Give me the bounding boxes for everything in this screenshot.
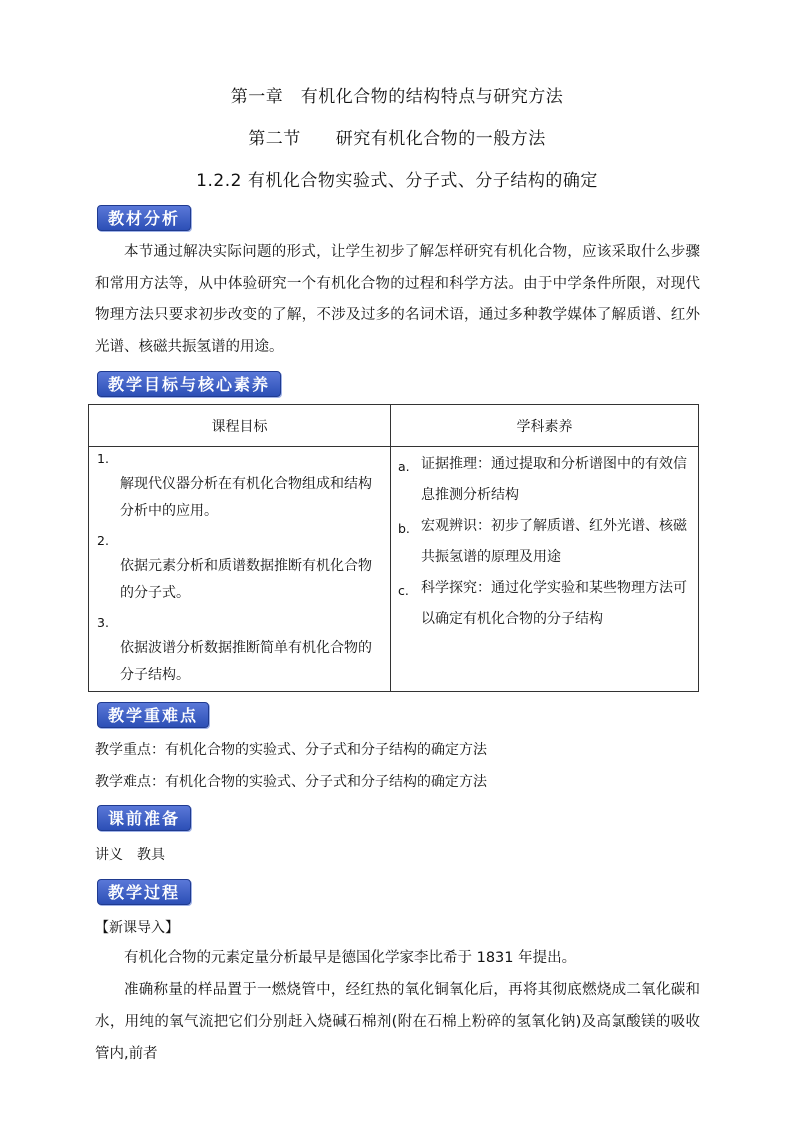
literacy-item: 宏观辨识：初步了解质谱、红外光谱、核磁共振氢谱的原理及用途 xyxy=(421,518,687,565)
course-goals-cell xyxy=(89,447,391,692)
teaching-difficulty: 教学难点：有机化合物的实验式、分子式和分子结构的确定方法 xyxy=(95,774,487,790)
teaching-focus: 教学重点：有机化合物的实验式、分子式和分子结构的确定方法 xyxy=(95,742,487,758)
lesson-title: 1.2.2 有机化合物实验式、分子式、分子结构的确定 xyxy=(196,171,598,191)
goal-number: 2. xyxy=(97,533,109,548)
goal-number: 1. xyxy=(97,451,109,466)
literacy-cell xyxy=(391,447,699,692)
literacy-mark: b. xyxy=(398,521,410,536)
badge-goals: 教学目标与核心素养 xyxy=(97,371,281,397)
badge-preparation: 课前准备 xyxy=(97,805,191,831)
new-lesson-intro-label: 【新课导入】 xyxy=(95,920,179,936)
goal-item: 依据波谱分析数据推断简单有机化合物的分子结构。 xyxy=(120,640,372,683)
section-title: 第二节 研究有机化合物的一般方法 xyxy=(248,129,546,149)
goals-table-header-course: 课程目标 xyxy=(89,405,391,447)
analysis-paragraph: 本节通过解决实际问题的形式，让学生初步了解怎样研究有机化合物，应该采取什么步骤和常用方法等，从中体验研究一个有机化合物的过程和科学方法。由于中学条件所限，对现代物理方法只要求初步改变的了解，不涉及过多的名词术语，通过多种教学媒体了解质谱、红外光谱、核磁共振氢谱的用途。 xyxy=(95,244,700,355)
chapter-title: 第一章 有机化合物的结构特点与研究方法 xyxy=(230,87,564,107)
goal-number: 3. xyxy=(97,615,109,630)
preparation-text: 讲义 教具 xyxy=(95,847,165,863)
goal-item: 依据元素分析和质谱数据推断有机化合物的分子式。 xyxy=(120,558,372,601)
literacy-mark: c. xyxy=(398,583,409,598)
badge-keypoints: 教学重难点 xyxy=(97,702,209,728)
badge-process: 教学过程 xyxy=(97,879,191,905)
goals-table xyxy=(88,404,699,692)
process-paragraph-1: 有机化合物的元素定量分析最早是德国化学家李比希于 1831 年提出。 xyxy=(124,950,577,966)
badge-textbook-analysis: 教材分析 xyxy=(97,205,191,231)
literacy-item: 证据推理：通过提取和分析谱图中的有效信息推测分析结构 xyxy=(421,456,687,503)
process-paragraph-2: 准确称量的样品置于一燃烧管中，经红热的氧化铜氧化后，再将其彻底燃烧成二氧化碳和水，用纯的氧气流把它们分别赶入烧碱石棉剂(附在石棉上粉碎的氢氧化钠)及高氯酸镁的吸收管内,前者 xyxy=(95,982,700,1062)
goal-item: 解现代仪器分析在有机化合物组成和结构分析中的应用。 xyxy=(120,476,372,519)
literacy-item: 科学探究：通过化学实验和某些物理方法可以确定有机化合物的分子结构 xyxy=(421,580,687,627)
literacy-mark: a. xyxy=(398,459,410,474)
goals-table-header-literacy: 学科素养 xyxy=(391,405,699,447)
